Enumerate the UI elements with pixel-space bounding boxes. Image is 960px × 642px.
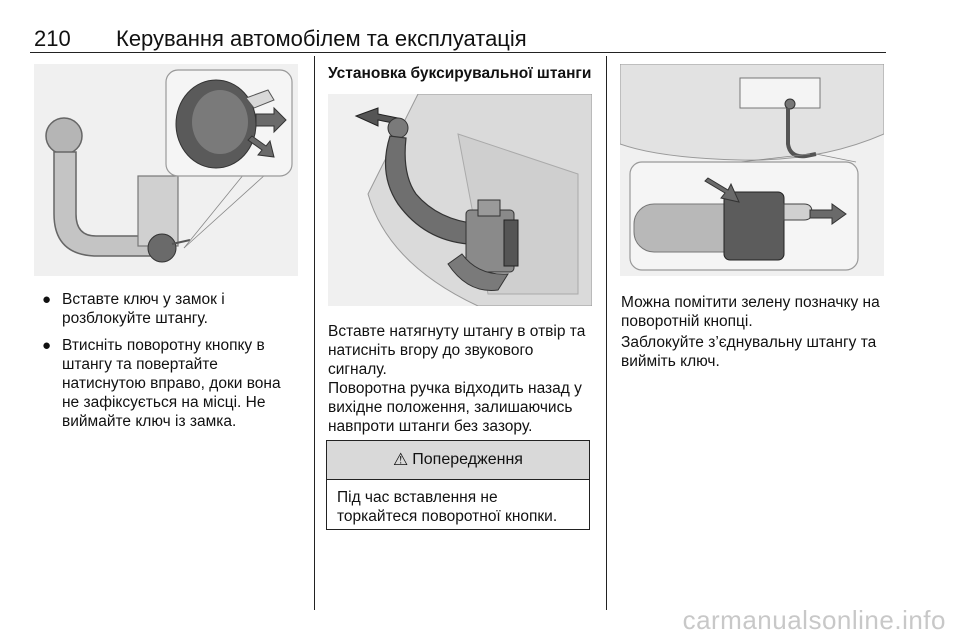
column-divider-2 bbox=[606, 56, 607, 610]
warning-text: Під час вставлення не торкайтеся поворотної кнопки. bbox=[337, 489, 558, 525]
warning-triangle-icon: ⚠ bbox=[393, 450, 409, 469]
illustration-key-unlock bbox=[34, 64, 298, 276]
bullet-icon: ● bbox=[42, 291, 52, 308]
warning-title: Попередження bbox=[412, 451, 523, 468]
warning-box bbox=[326, 440, 590, 530]
section-heading: Установка буксирувальної штанги bbox=[328, 65, 592, 82]
paragraph-return: Поворотна ручка відходить назад у вихідне положення, залишаючись навпроти штанги без зазору. bbox=[328, 380, 582, 435]
page-number: 210 bbox=[34, 26, 71, 51]
header-rule bbox=[30, 52, 886, 53]
list-item: ● Втисніть поворотну кнопку в штангу та повертайте натиснутою вправо, доки вона не зафіксується на місці. Не виймайте ключ із замка. bbox=[42, 337, 281, 430]
paragraph-green-mark: Можна помітити зелену позначку на поворотній кнопці. bbox=[621, 294, 880, 330]
warning-header bbox=[327, 441, 589, 480]
tow-bar-insert-drawing bbox=[328, 94, 592, 306]
watermark: carmanualsonline.info bbox=[682, 605, 946, 635]
column-divider-1 bbox=[314, 56, 315, 610]
instruction-list bbox=[40, 290, 300, 439]
tow-bar-key-drawing bbox=[34, 64, 298, 276]
list-item: ● Вставте ключ у замок і розблокуйте штангу. bbox=[42, 291, 225, 327]
page-header bbox=[30, 26, 886, 52]
paragraph-lock-remove-key: Заблокуйте з’єднувальну штангу та вийміть ключ. bbox=[621, 334, 877, 370]
tow-bar-lock-drawing bbox=[620, 64, 884, 276]
illustration-insert-bar bbox=[328, 94, 592, 306]
illustration-lock bbox=[620, 64, 884, 276]
bullet-icon: ● bbox=[42, 337, 52, 354]
page-title: Керування автомобілем та експлуатація bbox=[116, 26, 527, 51]
paragraph-insert: Вставте натягнуту штангу в отвір та натисніть вгору до звукового сигналу. bbox=[328, 323, 586, 378]
